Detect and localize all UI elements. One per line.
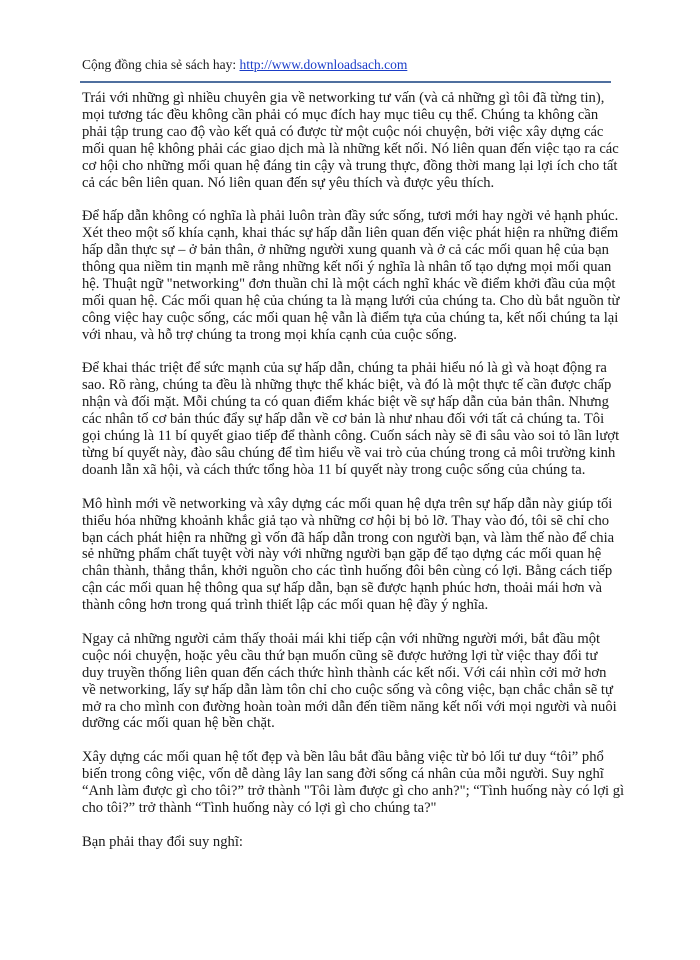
paragraph	[82, 90, 622, 191]
header-label: Cộng đồng chia sẻ sách hay:	[82, 57, 240, 72]
text-line: duy truyền thống liên quan đến cách thức hình thành các kết nối. Với cái nhìn cởi mở hơn	[82, 664, 607, 681]
page-header	[82, 57, 407, 73]
text-line: cuộc nói chuyện, hoặc yêu cầu thứ bạn muốn cũng sẽ được hưởng lợi từ việc thay đổi tư	[82, 647, 598, 664]
text-line: Mô hình mới về networking và xây dựng các mối quan hệ dựa trên sự hấp dẫn này giúp tối	[82, 495, 613, 512]
text-line: Để khai thác triệt để sức mạnh của sự hấp dẫn, chúng ta phải hiểu nó là gì và hoạt động ra	[82, 360, 607, 377]
text-line: nhận và đối mặt. Mỗi chúng ta có quan điểm khác biệt về sự hấp dẫn của bản thân. Nhưng	[82, 394, 609, 411]
text-line: sao. Rõ ràng, chúng ta đều là những thực thể khác biệt, và đó là một thực tế cần được chấp	[82, 377, 612, 394]
text-line: sẻ những phẩm chất tuyệt vời này với những người bạn gặp để tạo dựng các mối quan hệ	[82, 546, 602, 563]
text-line: doanh lẫn xã hội, và cách thức tổng hòa 11 bí quyết này trong cuộc sống của chúng ta.	[82, 461, 586, 478]
paragraph	[82, 631, 622, 732]
paragraph	[82, 496, 622, 614]
text-line: Để hấp dẫn không có nghĩa là phải luôn tràn đầy sức sống, tươi mới hay ngời vẻ hạnh phúc.	[82, 208, 619, 225]
text-line: từng bí quyết này, đào sâu chúng để tìm hiểu về vai trò của chúng trong cả môi trường kinh	[82, 445, 616, 461]
text-line: Xét theo một số khía cạnh, khai thác sự hấp dẫn liên quan đến việc phát hiện ra những điểm	[82, 225, 619, 242]
text-line: chân thành, thẳng thắn, khởi nguồn cho các tình huống đôi bên cùng có lợi. Bằng cách tiếp	[82, 563, 613, 580]
text-line: phải tập trung cao độ vào kết quả có được từ một cuộc nói chuyện, bởi việc xây dựng các	[82, 123, 604, 140]
text-line: hấp dẫn thực sự – ở bản thân, ở những người xung quanh và ở cả các mối quan hệ của bạn	[82, 242, 609, 259]
text-line: công việc hay cuộc sống, các mối quan hệ vẫn là điểm tựa của chúng ta, kết nối chúng ta lại	[82, 309, 619, 326]
text-line: mở ra cho mình con đường hoàn toàn mới dẫn đến tiềm năng kết nối với mọi người và nuôi	[82, 698, 617, 715]
text-line: cận các mối quan hệ thông qua sự hấp dẫn, bạn sẽ được hạnh phúc hơn, thoải mái hơn và	[82, 580, 603, 597]
text-line: về networking, lấy sự hấp dẫn làm tôn chỉ cho cuộc sống và công việc, bạn chắc chắn sẽ tự	[82, 681, 613, 698]
header-divider	[80, 81, 611, 83]
text-line: thiểu hóa những khoảnh khắc giả tạo và những cơ hội bị bỏ lỡ. Thay vào đó, tôi sẽ chỉ cho	[82, 512, 610, 529]
text-line: Bạn phải thay đổi suy nghĩ:	[82, 833, 243, 850]
text-line: mối quan hệ. Các mối quan hệ của chúng ta là mạng lưới của chúng ta. Cho dù bắt nguồn từ	[82, 292, 620, 309]
text-line: biến trong công việc, vốn dễ dàng lây lan sang đời sống cá nhân của mỗi người. Suy nghĩ	[82, 766, 604, 783]
text-line: dưỡng các mối quan hệ bền chặt.	[82, 715, 275, 732]
text-line: Xây dựng các mối quan hệ tốt đẹp và bền lâu bắt đầu bằng việc từ bỏ lối tư duy “tôi” phổ	[82, 749, 604, 766]
text-line: bạn cách phát hiện ra những gì vốn đã hấp dẫn trong con người bạn, và làm thế nào để chia	[82, 529, 615, 546]
text-line: hệ. Thuật ngữ "networking" đơn thuần chỉ là một cách nghĩ khác về điểm khởi đầu của một	[82, 275, 616, 292]
document-body	[82, 90, 625, 868]
paragraph	[82, 834, 622, 851]
text-line: cơ hội cho những mối quan hệ đáng tin cậy và trung thực, đồng thời mang lại lợi ích cho tất	[82, 157, 618, 174]
text-line: mối quan hệ không phải các giao dịch mà là những kết nối. Nó liên quan đến việc tạo ra các	[82, 140, 619, 157]
text-line: “Anh làm được gì cho tôi?” trở thành "Tôi làm được gì cho anh?"; “Tình huống này có lợi gì	[82, 783, 625, 800]
paragraph	[82, 360, 622, 478]
text-line: thông qua niềm tin mạnh mẽ rằng những kết nối ý nghĩa là nhân tố tạo dựng mọi mối quan	[82, 259, 612, 276]
text-line: các nhân tố cơ bản thúc đẩy sự hấp dẫn về cơ bản là như nhau đối với tất cả chúng ta. Tôi	[82, 411, 605, 428]
paragraph	[82, 749, 625, 817]
text-line: với nhau, và hỗ trợ chúng ta trong mọi khía cạnh của cuộc sống.	[82, 326, 457, 343]
text-line: cho tôi?” trở thành “Tình huống này có lợi gì cho chúng ta?"	[82, 799, 437, 816]
paragraph	[82, 208, 622, 343]
text-line: gọi chúng là 11 bí quyết giao tiếp để thành công. Cuốn sách này sẽ đi sâu vào soi tỏ lần lượt	[82, 428, 620, 445]
text-line: Trái với những gì nhiều chuyên gia về networking tư vấn (và cả những gì tôi đã từng tin),	[82, 90, 605, 106]
text-line: mọi tương tác đều không cần phải có mục đích hay mục tiêu cụ thể. Chúng ta không cần	[82, 106, 599, 123]
text-line: cả các bên liên quan. Nó liên quan đến sự yêu thích và được yêu thích.	[82, 174, 495, 191]
text-line: Ngay cả những người cảm thấy thoải mái khi tiếp cận với những người mới, bắt đầu một	[82, 630, 601, 647]
header-link[interactable]: http://www.downloadsach.com	[239, 57, 408, 72]
text-line: thành công hơn trong quá trình thiết lập các mối quan hệ đầy ý nghĩa.	[82, 597, 489, 614]
